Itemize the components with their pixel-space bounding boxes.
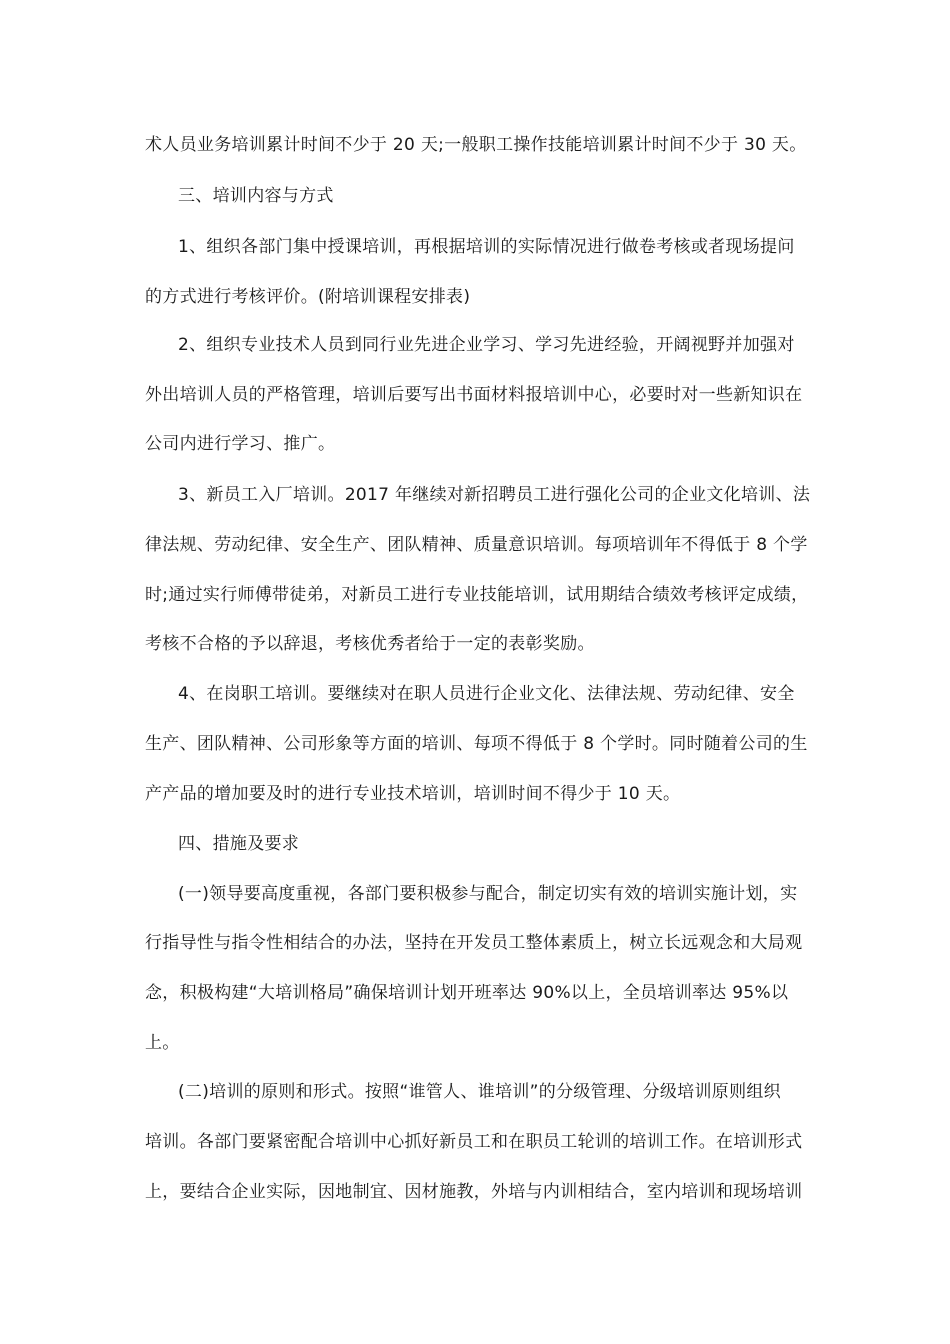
text-line: 公司内进行学习、推广。 [145,434,336,454]
text-line: 念，积极构建“大培训格局”确保培训计划开班率达 90%以上，全员培训率达 95%以 [145,983,789,1003]
text-line: 3、新员工入厂培训。2017 年继续对新招聘员工进行强化公司的企业文化培训、法 [178,485,811,505]
text-line: 行指导性与指令性相结合的办法，坚持在开发员工整体素质上，树立长远观念和大局观 [145,933,803,953]
text-line: 的方式进行考核评价。(附培训课程安排表) [145,287,471,307]
section-heading: 四、措施及要求 [178,834,300,854]
text-line: 生产、团队精神、公司形象等方面的培训、每项不得低于 8 个学时。同时随着公司的生 [145,734,808,754]
text-line: 外出培训人员的严格管理，培训后要写出书面材料报培训中心，必要时对一些新知识在 [145,385,803,405]
section-heading: 三、培训内容与方式 [178,186,334,206]
text-line: 2、组织专业技术人员到同行业先进企业学习、学习先进经验，开阔视野并加强对 [178,335,795,355]
text-line: 时;通过实行师傅带徒弟，对新员工进行专业技能培训，试用期结合绩效考核评定成绩， [145,585,809,605]
text-line: 律法规、劳动纪律、安全生产、团队精神、质量意识培训。每项培训年不得低于 8 个学 [145,535,808,555]
text-line: 4、在岗职工培训。要继续对在职人员进行企业文化、法律法规、劳动纪律、安全 [178,684,795,704]
text-line: 产产品的增加要及时的进行专业技术培训，培训时间不得少于 10 天。 [145,784,681,804]
text-line: 考核不合格的予以辞退，考核优秀者给于一定的表彰奖励。 [145,634,595,654]
text-line: 术人员业务培训累计时间不少于 20 天;一般职工操作技能培训累计时间不少于 30 天。 [145,135,807,155]
text-line: 培训。各部门要紧密配合培训中心抓好新员工和在职员工轮训的培训工作。在培训形式 [145,1132,803,1152]
text-line: 上，要结合企业实际，因地制宜、因材施教，外培与内训相结合，室内培训和现场培训 [145,1182,803,1202]
text-line: (二)培训的原则和形式。按照“谁管人、谁培训”的分级管理、分级培训原则组织 [178,1082,781,1102]
text-line: 上。 [145,1033,180,1053]
text-line: 1、组织各部门集中授课培训，再根据培训的实际情况进行做卷考核或者现场提问 [178,237,795,257]
text-line: (一)领导要高度重视，各部门要积极参与配合，制定切实有效的培训实施计划，实 [178,884,798,904]
